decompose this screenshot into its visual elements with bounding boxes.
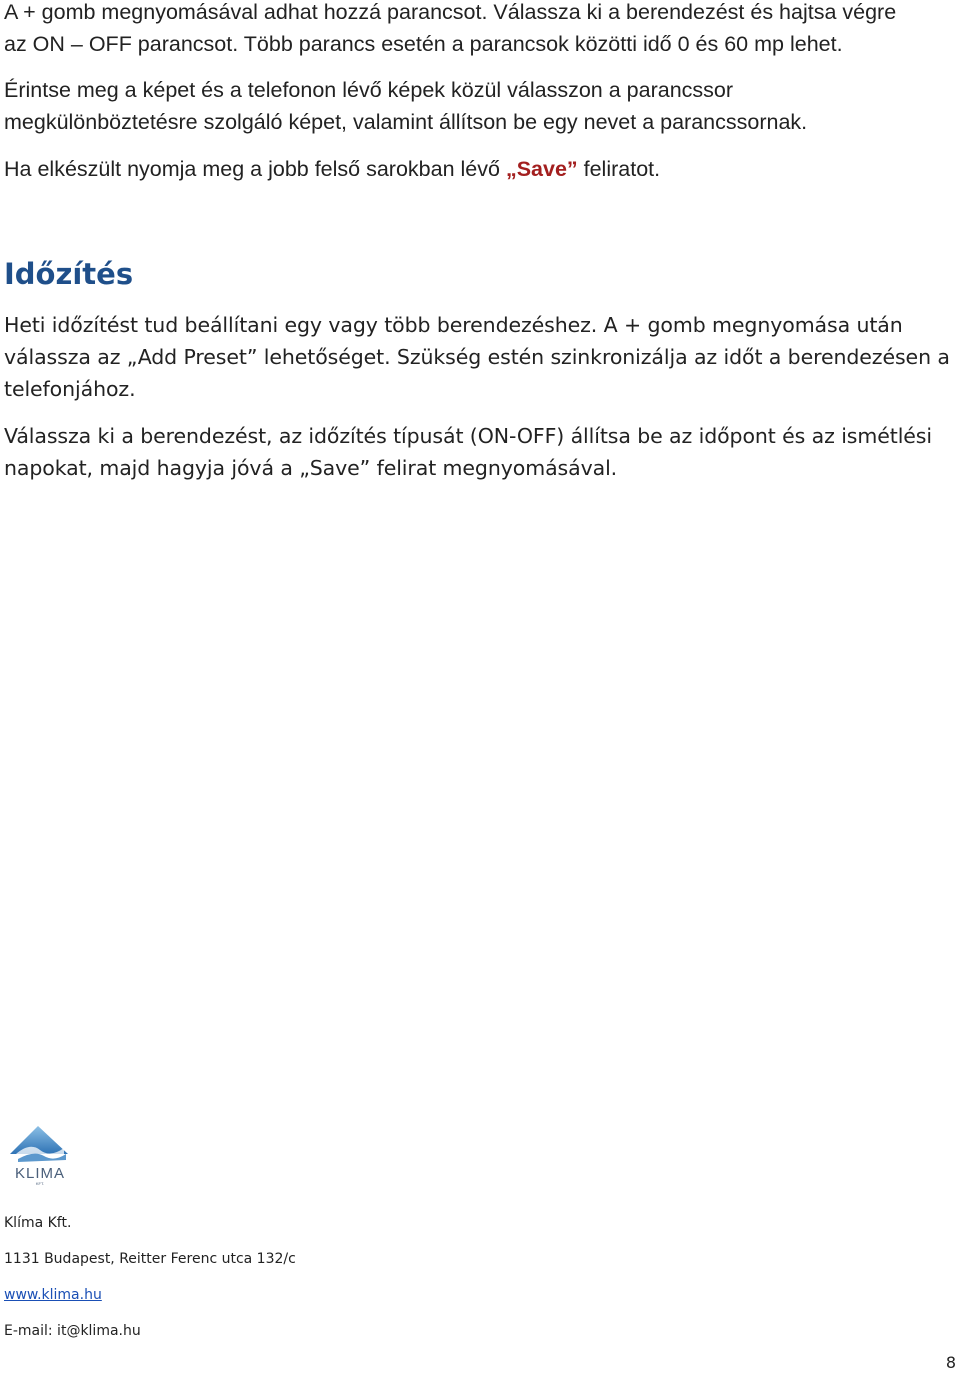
website-link[interactable]: www.klima.hu — [4, 1287, 102, 1303]
section-paragraph-2-line-2: napokat, majd hagyja jóvá a „Save” felirat megnyomásával. — [4, 456, 618, 480]
klima-logo-icon — [4, 1124, 76, 1186]
intro-paragraph-2-line-2: megkülönböztetésre szolgáló képet, valamint állítson be egy nevet a parancssornak. — [4, 110, 808, 134]
logo-sub-text: KFT. — [35, 1181, 45, 1186]
company-logo — [4, 1124, 76, 1186]
section-paragraph-2 — [4, 420, 932, 484]
section-paragraph-1-line-2: válassza az „Add Preset” lehetőséget. Szükség estén szinkronizálja az időt a berendezésen a — [4, 345, 950, 369]
intro-paragraph-1 — [4, 0, 896, 60]
intro-paragraph-3-before: Ha elkészült nyomja meg a jobb felső sarokban lévő — [4, 157, 506, 181]
section-paragraph-2-line-1: Válassza ki a berendezést, az időzítés típusát (ON-OFF) állítsa be az időpont és az ismétlési — [4, 424, 932, 448]
footer-company: Klíma Kft. — [4, 1215, 72, 1231]
intro-paragraph-3-after: feliratot. — [577, 157, 661, 181]
intro-paragraph-2 — [4, 74, 807, 138]
section-heading: Időzítés — [4, 257, 134, 291]
page-number: 8 — [945, 1353, 956, 1372]
logo-brand-text: KLIMA — [14, 1165, 66, 1182]
save-highlight-text: „Save” — [505, 157, 578, 181]
section-paragraph-1-line-3: telefonjához. — [4, 377, 136, 401]
footer-email: E-mail: it@klima.hu — [4, 1323, 141, 1339]
section-paragraph-1 — [4, 309, 950, 405]
intro-paragraph-1-line-2: az ON – OFF parancsot. Több parancs esetén a parancsok közötti idő 0 és 60 mp lehet. — [4, 32, 843, 56]
intro-paragraph-1-line-1: A + gomb megnyomásával adhat hozzá parancsot. Válassza ki a berendezést és hajtsa végre — [4, 0, 897, 24]
intro-paragraph-3-line — [4, 153, 660, 185]
intro-paragraph-2-line-1: Érintse meg a képet és a telefonon lévő képek közül válasszon a parancssor — [4, 78, 734, 102]
section-paragraph-1-line-1: Heti időzítést tud beállítani egy vagy több berendezéshez. A + gomb megnyomása után — [4, 313, 903, 337]
footer-website-line — [4, 1286, 102, 1304]
footer-address: 1131 Budapest, Reitter Ferenc utca 132/c — [4, 1251, 296, 1267]
intro-paragraph-3 — [4, 153, 660, 185]
